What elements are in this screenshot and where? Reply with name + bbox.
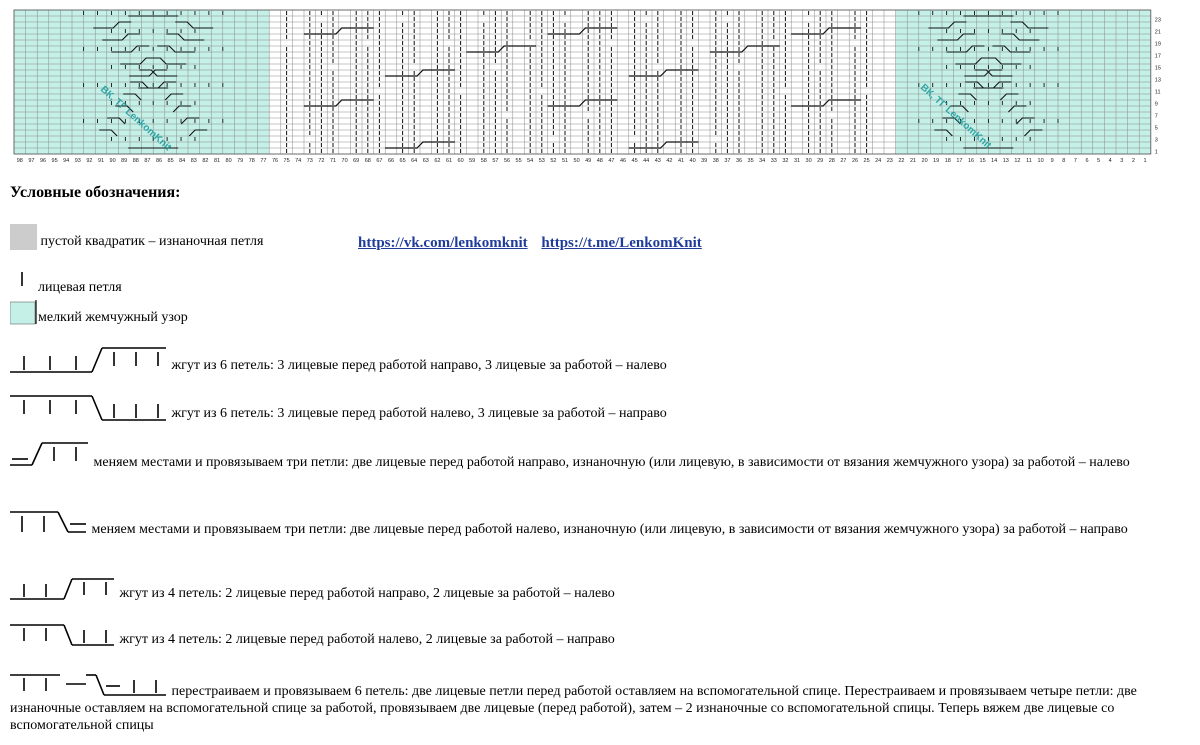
cable6-right-symbol-icon <box>10 344 168 374</box>
column-label: 94 <box>63 158 70 164</box>
column-label: 67 <box>376 158 383 164</box>
column-label: 91 <box>97 158 105 164</box>
legend-text: меняем местами и провязываем три петли: две лицевые перед работой направо, изнаночную (или лицевую, в зависимости от вязания жемчужного узора) за работой – налево <box>90 455 1130 470</box>
column-label: 80 <box>225 158 232 164</box>
column-label: 97 <box>28 158 35 164</box>
column-label: 66 <box>387 158 395 164</box>
column-label: 87 <box>144 158 151 164</box>
column-label: 37 <box>724 158 731 164</box>
column-label: 25 <box>863 158 870 164</box>
column-label: 73 <box>306 158 313 164</box>
column-label: 26 <box>851 158 859 164</box>
column-label: 35 <box>747 158 754 164</box>
column-label: 40 <box>689 158 696 164</box>
column-label: 31 <box>793 158 801 164</box>
legend-item-cable6-right <box>10 344 1188 374</box>
column-label: 93 <box>74 158 81 164</box>
column-label: 81 <box>213 158 221 164</box>
column-label: 54 <box>527 158 534 164</box>
column-label: 52 <box>550 158 557 164</box>
row-label: 7 <box>1154 113 1158 120</box>
column-label: 58 <box>480 158 487 164</box>
column-label: 23 <box>886 158 893 164</box>
column-label: 10 <box>1037 158 1044 164</box>
column-label: 7 <box>1073 158 1077 164</box>
legend-item-cable4-right <box>10 576 1188 602</box>
telegram-link[interactable]: https://t.me/LenkomKnit <box>541 235 702 251</box>
cable4-left-symbol-icon <box>10 622 116 648</box>
column-label: 30 <box>805 158 812 164</box>
legend-text: жгут из 4 петель: 2 лицевые перед работой налево, 2 лицевые за работой – направо <box>116 632 615 647</box>
column-label: 11 <box>1026 158 1032 164</box>
column-label: 46 <box>619 158 627 164</box>
column-label: 84 <box>179 158 186 164</box>
column-label: 29 <box>817 158 824 164</box>
legend-text: меняем местами и провязываем три петли: две лицевые перед работой налево, изнаночную (или лицевую, в зависимости от вязания жемчужного узора) за работой – направо <box>88 522 1128 537</box>
legend-title: Условные обозначения: <box>10 184 181 201</box>
column-label: 21 <box>909 158 917 164</box>
column-label: 55 <box>515 158 522 164</box>
legend-text: жгут из 6 петель: 3 лицевые перед работой налево, 3 лицевые за работой – направо <box>168 406 667 421</box>
column-label: 76 <box>271 158 279 164</box>
legend-item-swap3-right <box>10 441 1188 471</box>
column-label: 12 <box>1014 158 1021 164</box>
column-label: 5 <box>1097 158 1101 164</box>
column-label: 27 <box>840 158 847 164</box>
column-label: 70 <box>341 158 348 164</box>
column-label: 59 <box>469 158 476 164</box>
row-label: 13 <box>1154 77 1161 84</box>
column-label: 98 <box>16 158 23 164</box>
column-label: 20 <box>921 158 928 164</box>
column-label: 42 <box>666 158 673 164</box>
row-label: 15 <box>1154 65 1161 72</box>
column-label: 33 <box>770 158 777 164</box>
column-label: 83 <box>190 158 197 164</box>
legend-text: жгут из 6 петель: 3 лицевые перед работой направо, 3 лицевые за работой – налево <box>168 358 667 373</box>
column-label: 8 <box>1062 158 1066 164</box>
column-label: 78 <box>248 158 255 164</box>
column-label: 56 <box>503 158 511 164</box>
cable4-right-symbol-icon <box>10 576 116 602</box>
row-label: 1 <box>1154 149 1158 156</box>
column-label: 41 <box>677 158 685 164</box>
swap3-right-symbol-icon <box>10 441 90 471</box>
knitting-chart <box>0 0 1200 168</box>
column-label: 79 <box>237 158 244 164</box>
column-label: 19 <box>933 158 940 164</box>
row-label: 17 <box>1154 53 1161 60</box>
column-label: 64 <box>411 158 418 164</box>
column-label: 2 <box>1131 158 1135 164</box>
column-label: 24 <box>875 158 882 164</box>
legend-item-cable6-left <box>10 392 1188 422</box>
column-label: 18 <box>944 158 951 164</box>
column-label: 68 <box>364 158 371 164</box>
column-label: 86 <box>155 158 163 164</box>
vk-link[interactable]: https://vk.com/lenkomknit <box>358 235 528 251</box>
column-label: 75 <box>283 158 290 164</box>
row-label: 23 <box>1154 17 1161 24</box>
column-label: 53 <box>538 158 545 164</box>
watermark-text: ВК, ТГ LenkomKnit <box>917 82 994 152</box>
column-label: 63 <box>422 158 429 164</box>
column-label: 71 <box>329 158 337 164</box>
column-label: 4 <box>1108 158 1112 164</box>
column-label: 95 <box>51 158 58 164</box>
legend-text: мелкий жемчужный узор <box>38 310 188 325</box>
watermark-text: ВК, ТГ LenkomKnit <box>97 84 174 154</box>
row-label: 5 <box>1154 125 1158 132</box>
legend-item-rearrange6 <box>10 672 1188 734</box>
column-label: 39 <box>701 158 708 164</box>
column-label: 34 <box>759 158 766 164</box>
column-label: 1 <box>1143 158 1147 164</box>
legend-text: лицевая петля <box>38 280 122 295</box>
legend-item-seed <box>10 300 1188 326</box>
column-label: 6 <box>1085 158 1089 164</box>
column-label: 50 <box>573 158 580 164</box>
column-label: 77 <box>260 158 267 164</box>
legend-item-cable4-left <box>10 622 1188 648</box>
column-label: 72 <box>318 158 325 164</box>
column-label: 38 <box>712 158 719 164</box>
column-label: 82 <box>202 158 209 164</box>
column-label: 44 <box>643 158 650 164</box>
column-label: 9 <box>1050 158 1054 164</box>
column-label: 51 <box>561 158 569 164</box>
row-label: 11 <box>1154 89 1161 96</box>
legend-text: жгут из 4 петель: 2 лицевые перед работой направо, 2 лицевые за работой – налево <box>116 586 615 601</box>
column-label: 28 <box>828 158 835 164</box>
legend-item-swap3-left <box>10 508 1188 538</box>
row-label: 21 <box>1154 29 1161 36</box>
column-label: 62 <box>434 158 441 164</box>
knit-symbol-icon <box>10 270 38 296</box>
column-label: 88 <box>132 158 139 164</box>
column-label: 45 <box>631 158 638 164</box>
legend-item-purl <box>10 224 1188 250</box>
column-label: 47 <box>608 158 615 164</box>
row-label: 19 <box>1154 41 1161 48</box>
row-label: 9 <box>1154 101 1158 108</box>
legend-item-knit <box>10 270 1188 296</box>
legend-text: перестраиваем и провязываем 6 петель: две лицевые петли перед работой оставляем на вспомогательной спице. Перестраиваем и провязываем четыре петли: две изнаночные оставляем на вспомогательной спице за работой, провязываем две лицевые (перед работой), затем – 2 изнаночные со вспомогательной спицы. Теперь вяжем две лицевые со вспомогательной спицы <box>10 684 1137 733</box>
column-label: 49 <box>585 158 592 164</box>
column-label: 16 <box>967 158 975 164</box>
column-label: 32 <box>782 158 789 164</box>
column-label: 92 <box>86 158 93 164</box>
column-label: 22 <box>898 158 905 164</box>
column-label: 61 <box>445 158 453 164</box>
column-label: 74 <box>295 158 302 164</box>
column-label: 14 <box>991 158 998 164</box>
column-label: 43 <box>654 158 661 164</box>
column-label: 15 <box>979 158 986 164</box>
row-label: 3 <box>1154 137 1158 144</box>
column-label: 3 <box>1120 158 1124 164</box>
column-label: 65 <box>399 158 406 164</box>
column-label: 36 <box>735 158 743 164</box>
cable6-left-symbol-icon <box>10 392 168 422</box>
column-label: 57 <box>492 158 499 164</box>
column-label: 13 <box>1002 158 1009 164</box>
column-label: 96 <box>39 158 47 164</box>
legend-text: пустой квадратик – изнаночная петля <box>37 234 264 249</box>
column-label: 17 <box>956 158 963 164</box>
rearrange6-symbol-icon <box>10 672 168 700</box>
seed-symbol-icon <box>10 300 38 326</box>
swap3-left-symbol-icon <box>10 508 88 538</box>
column-label: 48 <box>596 158 603 164</box>
column-label: 89 <box>121 158 128 164</box>
column-label: 69 <box>353 158 360 164</box>
column-label: 60 <box>457 158 464 164</box>
purl-symbol-icon <box>10 224 37 250</box>
column-label: 90 <box>109 158 116 164</box>
column-label: 85 <box>167 158 174 164</box>
